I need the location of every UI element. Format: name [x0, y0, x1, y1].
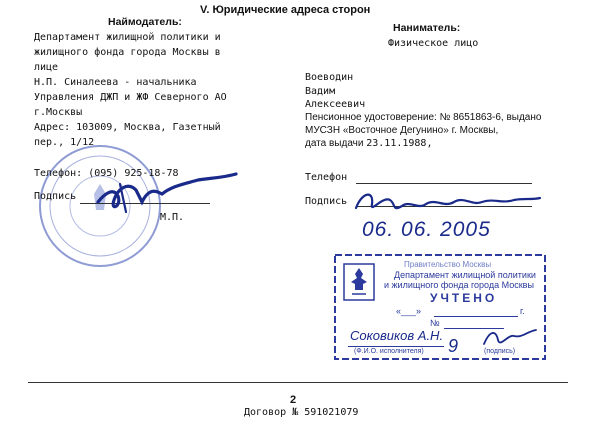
stamp-date-prefix: «___»	[396, 306, 422, 316]
landlord-line: пер., 1/12	[34, 137, 95, 148]
tenant-date-label: дата выдачи	[305, 138, 364, 149]
stamp-date-line	[434, 316, 518, 317]
tenant-issuer-line: МУСЗН «Восточное Дегунино» г. Москвы,	[305, 125, 499, 136]
tenant-passport-line: Пенсионное удостоверение: № 8651863-6, выдано	[305, 112, 542, 123]
landlord-phone-label: Телефон:	[34, 168, 83, 179]
stamp-fio-line	[348, 346, 444, 347]
landlord-line: Управления ДЖП и ЖФ Северного АО	[34, 92, 227, 103]
landlord-line: г.Москвы	[34, 107, 83, 118]
stamp-signature	[480, 326, 540, 350]
landlord-signature	[92, 172, 242, 222]
stamp-handwritten-num: 9	[448, 336, 459, 356]
landlord-mp: М.П.	[160, 212, 185, 223]
stamp-number-label: №	[430, 318, 440, 328]
landlord-line: Департамент жилищной политики и	[34, 32, 221, 43]
tenant-heading: Наниматель:	[393, 22, 461, 34]
tenant-patronymic: Алексеевич	[305, 99, 366, 110]
landlord-details	[34, 30, 227, 150]
stamp-line-3: и жилищного фонда города Москвы	[384, 280, 534, 290]
stamp-year-suffix: г.	[520, 306, 525, 316]
contract-number: Договор № 591021079	[244, 407, 359, 418]
tenant-handwritten-date: 06. 06. 2005	[362, 218, 491, 241]
stamp-status: УЧТЕНО	[430, 291, 498, 305]
registration-stamp	[334, 254, 546, 360]
landlord-line: жилищного фонда города Москвы в	[34, 47, 221, 58]
tenant-name: Вадим	[305, 86, 336, 97]
page-number: 2	[290, 394, 297, 406]
tenant-sign-label: Подпись	[305, 196, 348, 207]
landlord-phone-value: (095) 925-18-78	[88, 168, 179, 179]
footer-rule	[28, 382, 568, 383]
landlord-line: лице	[34, 62, 59, 73]
stamp-sign-caption: (подпись)	[484, 348, 516, 355]
landlord-heading: Наймодатель:	[108, 16, 182, 28]
tenant-type: Физическое лицо	[388, 38, 479, 49]
section-title: V. Юридические адреса сторон	[200, 4, 371, 16]
tenant-signature	[352, 186, 542, 220]
landlord-line: Н.П. Синалеева - начальника	[34, 77, 197, 88]
landlord-line: Адрес: 103009, Москва, Газетный	[34, 122, 221, 133]
stamp-line-1: Правительство Москвы	[404, 260, 492, 269]
stamp-fio-caption: (Ф.И.О. исполнителя)	[354, 348, 424, 355]
tenant-date-value: 23.11.1988,	[366, 138, 433, 149]
tenant-surname: Воеводин	[305, 72, 354, 83]
tenant-phone-label: Телефон	[305, 172, 348, 183]
landlord-sign-label: Подпись	[34, 191, 77, 202]
stamp-handwritten-name: Соковиков А.Н.	[350, 328, 444, 343]
stamp-line-2: Департамент жилищной политики	[394, 270, 536, 280]
tenant-phone-line	[356, 183, 532, 184]
tenant-date-row	[305, 137, 432, 151]
